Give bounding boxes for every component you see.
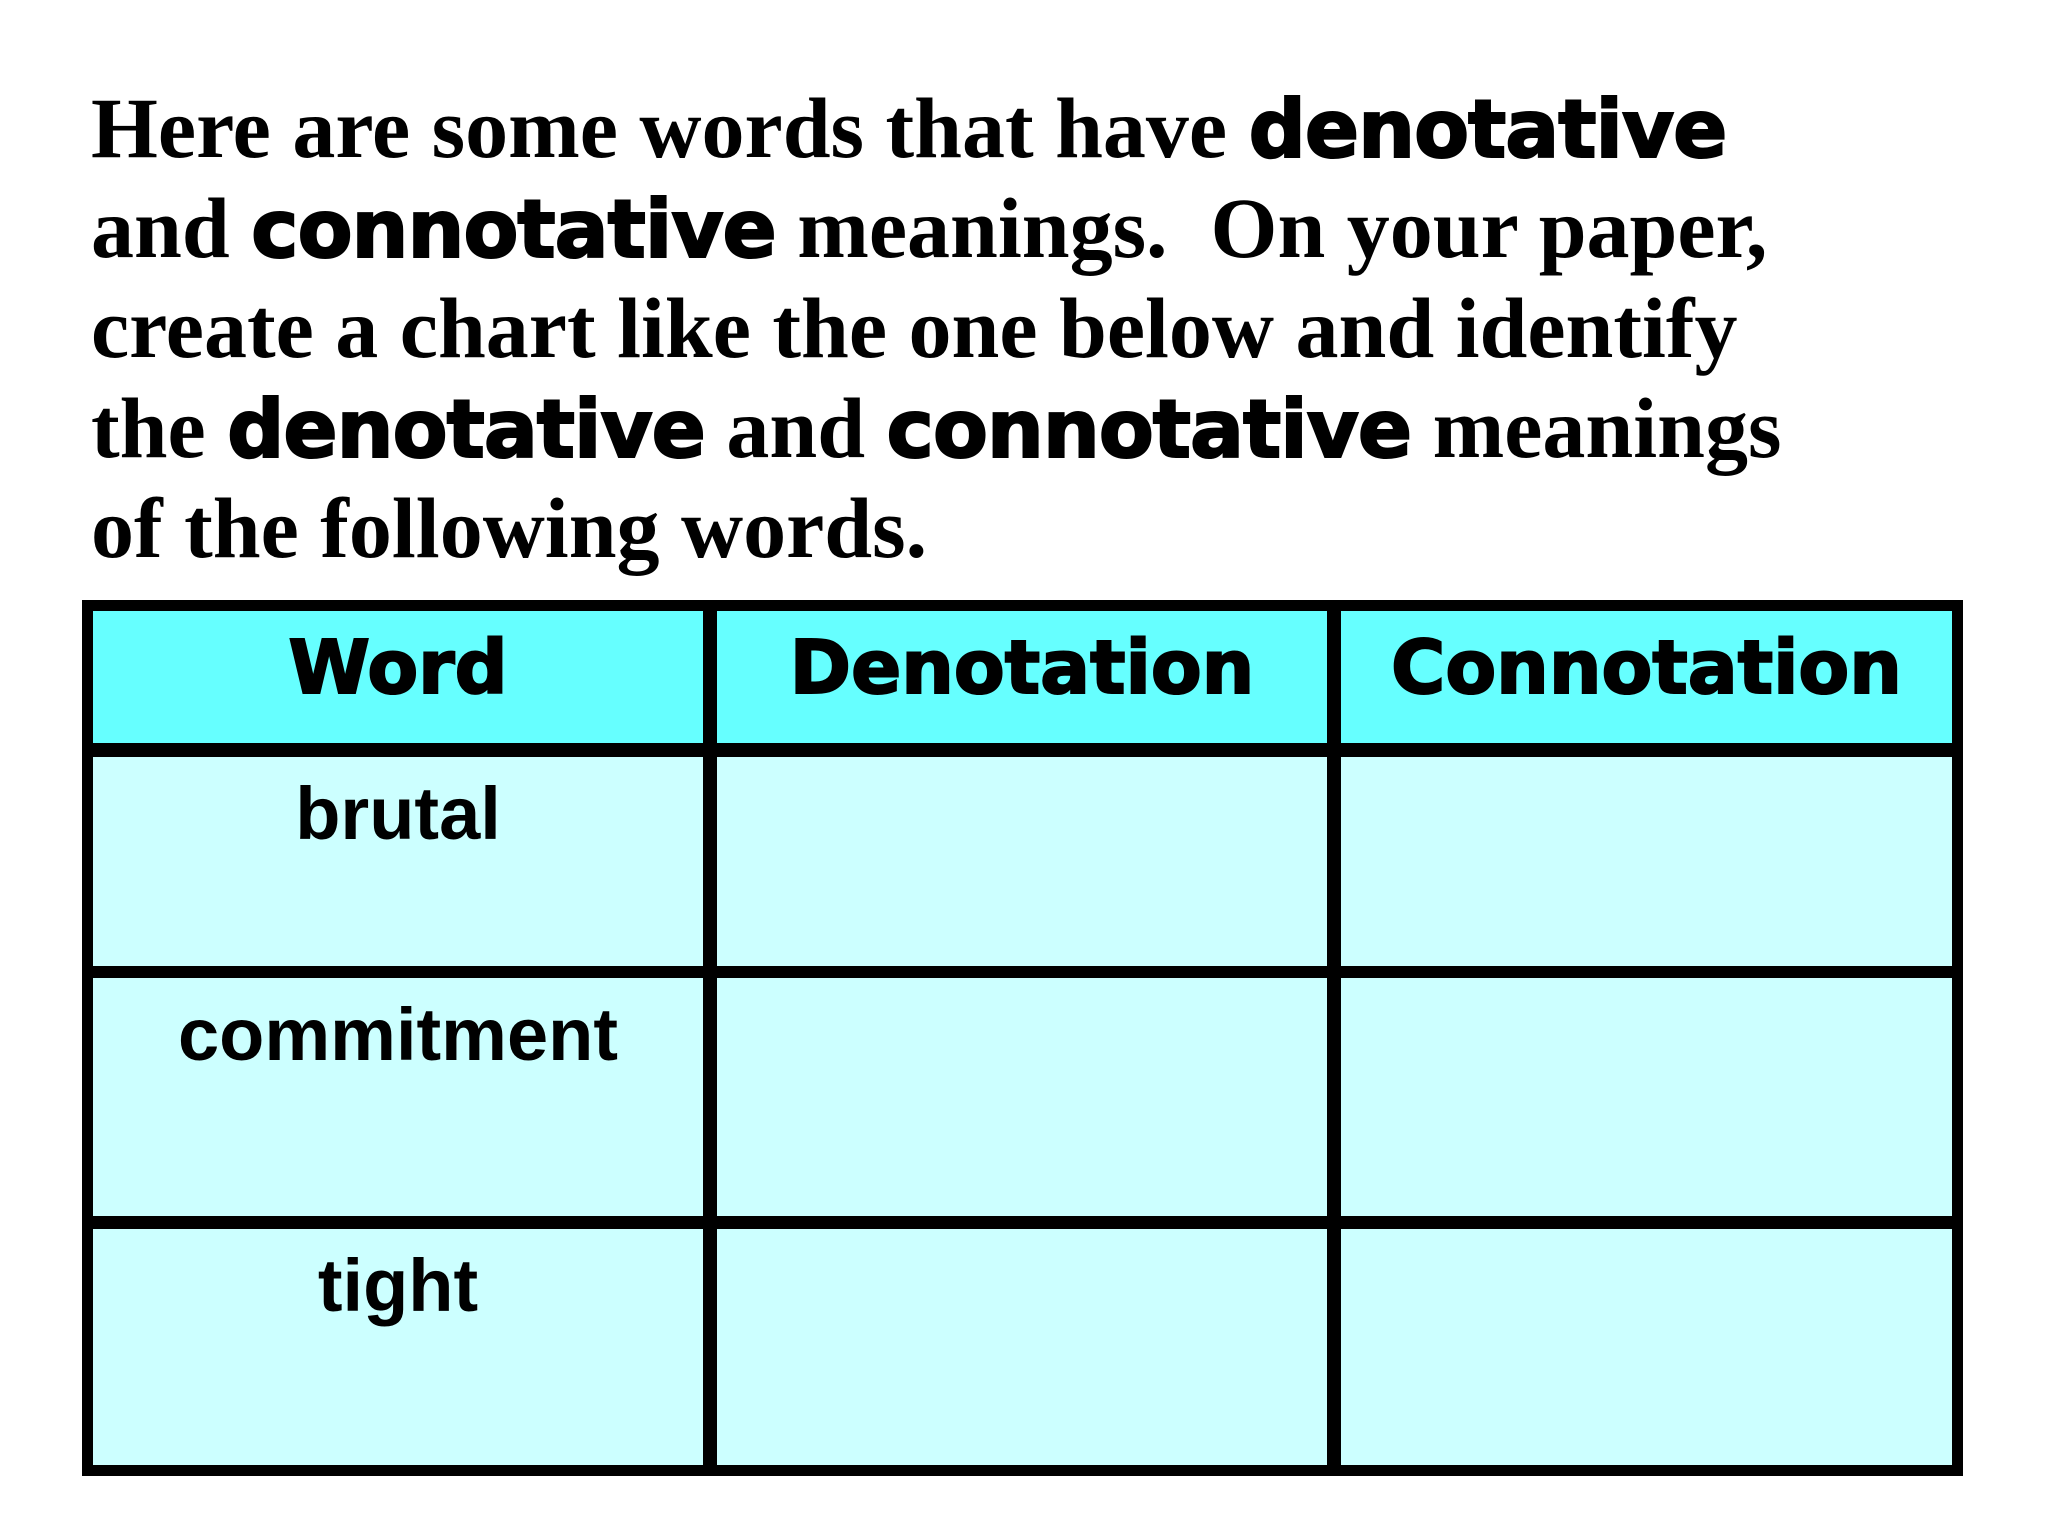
header-word: Word	[93, 611, 703, 743]
instructions-text-segment: create a chart like the one below and identify	[91, 280, 1738, 376]
instructions-text-segment: the	[91, 380, 228, 476]
row-word-cell: brutal	[93, 757, 703, 966]
instructions-line	[91, 478, 2021, 578]
row-denotation-cell	[717, 978, 1327, 1216]
instructions-emphasis-word: denotative	[1248, 83, 1727, 176]
row-denotation-cell	[717, 757, 1327, 966]
row-connotation-cell	[1341, 1229, 1952, 1465]
instructions-line	[91, 278, 2021, 378]
instructions-text-segment: and	[91, 180, 252, 276]
instructions-emphasis-word: connotative	[251, 183, 776, 276]
denotation-connotation-chart	[82, 600, 1963, 1476]
instructions-text	[91, 78, 2021, 578]
instructions-text-segment: meanings. On your paper,	[775, 180, 1768, 276]
row-connotation-cell	[1341, 757, 1952, 966]
instructions-line	[91, 178, 2021, 278]
instructions-line	[91, 78, 2021, 178]
header-denotation: Denotation	[717, 611, 1327, 743]
instructions-emphasis-word: denotative	[227, 383, 705, 476]
instructions-text-segment: of the following words.	[91, 480, 928, 576]
row-connotation-cell	[1341, 978, 1952, 1216]
instructions-text-segment: meanings	[1411, 380, 1782, 476]
header-connotation: Connotation	[1341, 611, 1952, 743]
instructions-emphasis-word: connotative	[886, 383, 1412, 476]
instructions-text-segment: Here are some words that have	[91, 80, 1249, 176]
row-denotation-cell	[717, 1229, 1327, 1465]
row-word-cell: tight	[93, 1229, 703, 1465]
instructions-line	[91, 378, 2021, 478]
row-word-cell: commitment	[93, 978, 703, 1216]
instructions-text-segment: and	[704, 380, 887, 476]
